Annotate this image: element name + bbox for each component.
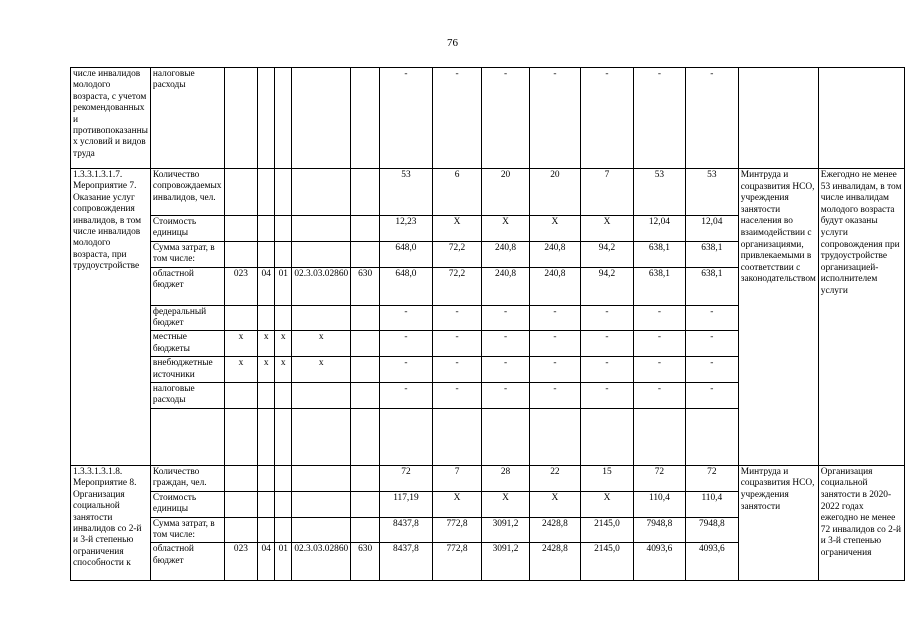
value-cell: 94,2 bbox=[581, 267, 634, 305]
value-cell: 72 bbox=[633, 465, 685, 491]
value-cell: - bbox=[432, 68, 481, 169]
value-cell: 7948,8 bbox=[633, 517, 685, 543]
row-label: налоговые расходы bbox=[150, 383, 224, 409]
value-cell: 240,8 bbox=[529, 267, 580, 305]
value-cell: Х bbox=[482, 216, 530, 242]
value-cell: 72,2 bbox=[432, 267, 481, 305]
row-label: Стоимость единицы bbox=[150, 491, 224, 517]
value-cell: - bbox=[529, 383, 580, 409]
value-cell: - bbox=[482, 305, 530, 331]
page-number: 76 bbox=[447, 37, 458, 49]
row-label: местные бюджеты bbox=[150, 331, 224, 357]
measure-description: 1.3.3.1.3.1.7. Мероприятие 7. Оказание услуг сопровождения инвалидов, в том числе инвалидов молодого возраста, при трудоустройстве bbox=[71, 169, 151, 466]
value-cell: 3091,2 bbox=[482, 543, 530, 581]
grbs-code: 023 bbox=[224, 267, 257, 305]
value-cell: 53 bbox=[380, 169, 433, 216]
x-mark: х bbox=[292, 357, 351, 383]
x-mark: х bbox=[292, 331, 351, 357]
value-cell: - bbox=[380, 68, 433, 169]
table-row bbox=[71, 68, 905, 169]
value-cell: - bbox=[685, 68, 738, 169]
value-cell: 72 bbox=[685, 465, 738, 491]
value-cell: - bbox=[432, 305, 481, 331]
table-row bbox=[71, 465, 905, 491]
value-cell: 2145,0 bbox=[581, 517, 634, 543]
value-cell: 638,1 bbox=[633, 241, 685, 267]
value-cell: 3091,2 bbox=[482, 517, 530, 543]
value-cell: Х bbox=[529, 216, 580, 242]
x-mark: х bbox=[275, 331, 292, 357]
vr-code: 630 bbox=[351, 543, 380, 581]
value-cell: 648,0 bbox=[380, 267, 433, 305]
value-cell: 28 bbox=[482, 465, 530, 491]
value-cell: - bbox=[432, 331, 481, 357]
value-cell: - bbox=[633, 68, 685, 169]
value-cell: 94,2 bbox=[581, 241, 634, 267]
value-cell: 4093,6 bbox=[685, 543, 738, 581]
value-cell: 648,0 bbox=[380, 241, 433, 267]
value-cell: Х bbox=[581, 491, 634, 517]
value-cell: Х bbox=[482, 491, 530, 517]
value-cell: 12,23 bbox=[380, 216, 433, 242]
executor: Минтруда и соцразвития НСО, учреждения занятости населения во взаимодействии с организациями, привлекаемыми в соответствии с законодательством bbox=[738, 169, 818, 466]
value-cell: 772,8 bbox=[432, 517, 481, 543]
value-cell: 7 bbox=[581, 169, 634, 216]
value-cell: - bbox=[685, 357, 738, 383]
value-cell: - bbox=[633, 305, 685, 331]
value-cell: - bbox=[482, 383, 530, 409]
value-cell: - bbox=[482, 357, 530, 383]
value-cell: - bbox=[529, 331, 580, 357]
value-cell: - bbox=[529, 357, 580, 383]
pr-code: 01 bbox=[275, 543, 292, 581]
row-label: налоговые расходы bbox=[150, 68, 224, 169]
value-cell: 15 bbox=[581, 465, 634, 491]
row-label: федеральный бюджет bbox=[150, 305, 224, 331]
value-cell: 2428,8 bbox=[529, 517, 580, 543]
value-cell: - bbox=[633, 357, 685, 383]
value-cell: - bbox=[685, 305, 738, 331]
value-cell: 7948,8 bbox=[685, 517, 738, 543]
value-cell: Х bbox=[581, 216, 634, 242]
value-cell: Х bbox=[529, 491, 580, 517]
rz-code: 04 bbox=[258, 267, 275, 305]
value-cell: 240,8 bbox=[482, 241, 530, 267]
x-mark: х bbox=[224, 357, 257, 383]
rz-code: 04 bbox=[258, 543, 275, 581]
row-label: Сумма затрат, в том числе: bbox=[150, 241, 224, 267]
value-cell: 638,1 bbox=[685, 267, 738, 305]
value-cell: - bbox=[380, 383, 433, 409]
value-cell: - bbox=[633, 383, 685, 409]
value-cell: 240,8 bbox=[482, 267, 530, 305]
row-label: Стоимость единицы bbox=[150, 216, 224, 242]
value-cell: Х bbox=[432, 216, 481, 242]
value-cell: - bbox=[529, 305, 580, 331]
value-cell: 7 bbox=[432, 465, 481, 491]
value-cell: - bbox=[380, 331, 433, 357]
value-cell: 772,8 bbox=[432, 543, 481, 581]
value-cell: 12,04 bbox=[685, 216, 738, 242]
value-cell: 110,4 bbox=[633, 491, 685, 517]
value-cell: 117,19 bbox=[380, 491, 433, 517]
value-cell: 12,04 bbox=[633, 216, 685, 242]
value-cell: 638,1 bbox=[633, 267, 685, 305]
value-cell: 20 bbox=[529, 169, 580, 216]
vr-code: 630 bbox=[351, 267, 380, 305]
value-cell: - bbox=[581, 383, 634, 409]
expected-result: Ежегодно не менее 53 инвалидам, в том числе инвалидам молодого возраста будут оказаны услуги сопровождения при трудоустройстве организацией-исполнителем услуги bbox=[818, 169, 904, 466]
x-mark: х bbox=[224, 331, 257, 357]
csr-code: 02.3.03.02860 bbox=[292, 267, 351, 305]
value-cell: - bbox=[581, 305, 634, 331]
value-cell: - bbox=[380, 357, 433, 383]
executor: Минтруда и соцразвития НСО, учреждения занятости bbox=[738, 465, 818, 580]
value-cell: - bbox=[581, 331, 634, 357]
value-cell: 638,1 bbox=[685, 241, 738, 267]
row-label: внебюджетные источники bbox=[150, 357, 224, 383]
value-cell: 240,8 bbox=[529, 241, 580, 267]
value-cell: Х bbox=[432, 491, 481, 517]
value-cell: 2428,8 bbox=[529, 543, 580, 581]
value-cell: 8437,8 bbox=[380, 517, 433, 543]
value-cell: - bbox=[529, 68, 580, 169]
value-cell: 6 bbox=[432, 169, 481, 216]
csr-code: 02.3.03.02860 bbox=[292, 543, 351, 581]
value-cell: - bbox=[432, 357, 481, 383]
value-cell: 53 bbox=[685, 169, 738, 216]
x-mark: х bbox=[275, 357, 292, 383]
row-label: Сумма затрат, в том числе: bbox=[150, 517, 224, 543]
value-cell: - bbox=[581, 68, 634, 169]
value-cell: - bbox=[685, 383, 738, 409]
value-cell: - bbox=[685, 331, 738, 357]
value-cell: 53 bbox=[633, 169, 685, 216]
value-cell: - bbox=[380, 305, 433, 331]
x-mark: х bbox=[258, 331, 275, 357]
value-cell: - bbox=[633, 331, 685, 357]
value-cell: 110,4 bbox=[685, 491, 738, 517]
value-cell: 72 bbox=[380, 465, 433, 491]
x-mark: х bbox=[258, 357, 275, 383]
table-row bbox=[71, 169, 905, 216]
value-cell: - bbox=[482, 331, 530, 357]
value-cell: 20 bbox=[482, 169, 530, 216]
expected-result: Организация социальной занятости в 2020-2022 годах ежегодно не менее 72 инвалидов со 2-й и 3-й степенью ограничения bbox=[818, 465, 904, 580]
value-cell: 72,2 bbox=[432, 241, 481, 267]
row-label: Количество граждан, чел. bbox=[150, 465, 224, 491]
row-label: областной бюджет bbox=[150, 543, 224, 581]
pr-code: 01 bbox=[275, 267, 292, 305]
value-cell: 8437,8 bbox=[380, 543, 433, 581]
value-cell: - bbox=[432, 383, 481, 409]
grbs-code: 023 bbox=[224, 543, 257, 581]
row-label: областной бюджет bbox=[150, 267, 224, 305]
budget-table bbox=[70, 67, 905, 581]
measure-description: 1.3.3.1.3.1.8. Мероприятие 8. Организация социальной занятости инвалидов со 2-й и 3-й степенью ограничения способности к bbox=[71, 465, 151, 580]
value-cell: - bbox=[581, 357, 634, 383]
value-cell: 22 bbox=[529, 465, 580, 491]
row-label: Количество сопровождаемых инвалидов, чел. bbox=[150, 169, 224, 216]
measure-description: числе инвалидов молодого возраста, с учетом рекомендованных и противопоказанны х условий и видов труда bbox=[71, 68, 151, 169]
value-cell: 4093,6 bbox=[633, 543, 685, 581]
value-cell: 2145,0 bbox=[581, 543, 634, 581]
value-cell: - bbox=[482, 68, 530, 169]
